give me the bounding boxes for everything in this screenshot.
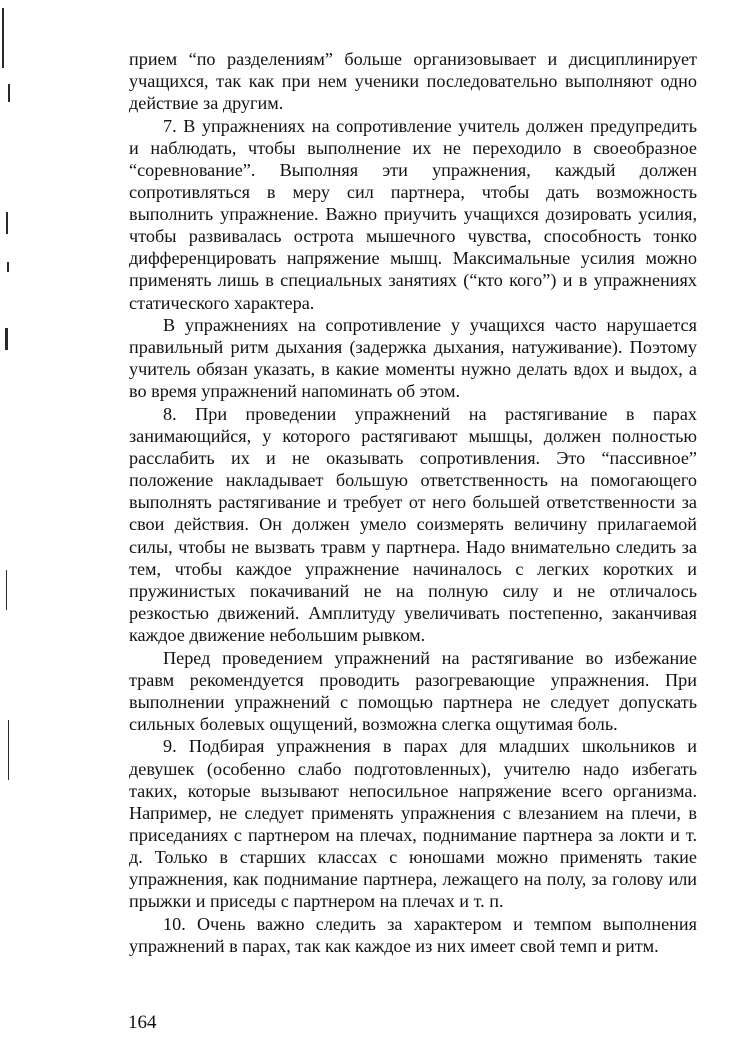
paragraph: 10. Очень важно следить за характером и темпом выполнения упражнений в парах, так как каждое из них имеет свой темп и ритм.	[129, 913, 697, 956]
paragraph: 7. В упражнениях на сопротивление учитель должен предупредить и наблюдать, чтобы выполнение их не переходило в своеобразное “соревнование”. Выполняя эти упражнения, каждый должен сопротивляться в меру сил партнера, чтобы дать возможность выполнить упражнение. Важно приучить учащихся дозировать усилия, чтобы развивалась острота мышечного чувства, способность тонко дифференцировать напряжение мышц. Максимальные усилия можно применять лишь в специальных занятиях (“кто кого”) и в упражнениях статического характера.	[129, 115, 697, 313]
paragraph: В упражнениях на сопротивление у учащихся часто нарушается правильный ритм дыхания (задержка дыхания, натуживание). Поэтому учитель обязан указать, в какие моменты нужно делать вдох и выдох, а во время упражнений напоминать об этом.	[129, 315, 697, 402]
paragraph: 9. Подбирая упражнения в парах для младших школьников и девушек (особенно слабо подготовленных), учителю надо избегать таких, которые вызывают непосильное напряжение всего организма. Например, не следует применять упражнения с влезанием на плечи, в приседаниях с партнером на плечах, поднимание партнера за локти и т. д. Только в старших классах с юношами можно применять такие упражнения, как поднимание партнера, лежащего на полу, за голову или прыжки и приседы с партнером на плечах и т. п.	[129, 736, 697, 912]
paragraph: прием “по разделениям” больше организовывает и дисциплинирует учащихся, так как при нем ученики последовательно выполняют одно действие за другим.	[129, 49, 697, 114]
body-text	[129, 48, 697, 957]
paragraph: Перед проведением упражнений на растягивание во избежание травм рекомендуется проводить разогревающие упражнения. При выполнении упражнений с помощью партнера не следует допускать сильных болевых ощущений, возможна слегка ощутимая боль.	[129, 647, 697, 734]
scan-edge-artifact	[0, 0, 12, 1059]
page-number: 164	[128, 1012, 157, 1033]
paragraph: 8. При проведении упражнений на растягивание в парах занимающийся, у которого растягивают мышцы, должен полностью расслабить их и не оказывать сопротивления. Это “пассивное” положение накладывает большую ответственность на помогающего выполнять растягивание и требует от него большей ответственности за свои действия. Он должен умело соизмерять величину прилагаемой силы, чтобы не вызвать травм у партнера. Надо внимательно следить за тем, чтобы каждое упражнение начиналось с легких коротких и пружинистых покачиваний не на полную силу и не отличалось резкостью движений. Амплитуду увеличивать постепенно, заканчивая каждое движение небольшим рывком.	[129, 404, 697, 645]
